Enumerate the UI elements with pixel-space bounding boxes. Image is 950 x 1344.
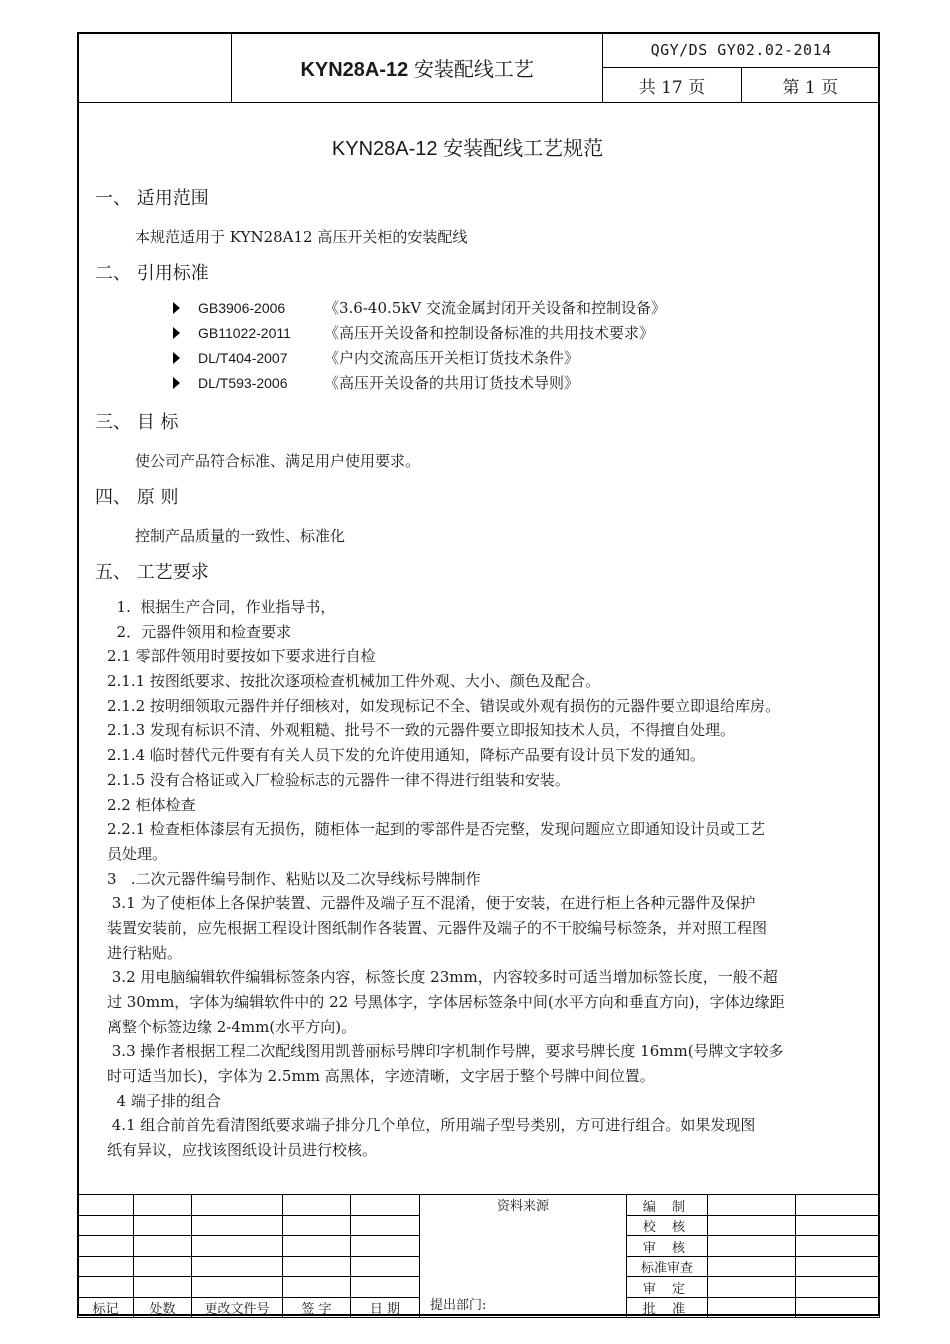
document-title: KYN28A-12 安装配线工艺规范	[331, 138, 604, 160]
footer-cell	[708, 1297, 796, 1318]
reference-name: 《高压开关设备的共用订货技术导则》	[324, 374, 580, 392]
footer-cell	[78, 1195, 134, 1216]
footer-cell	[796, 1215, 880, 1236]
body-line: 装置安装前，应先根据工程设计图纸制作各装置、元器件及端子的不干胶编号标签条，并对照工程图	[107, 918, 768, 937]
footer-cell	[796, 1297, 880, 1318]
approval-label: 审 定	[627, 1277, 708, 1298]
body-line: 2.1.1 按图纸要求、按批次逐项检查机械加工件外观、大小、颜色及配合。	[107, 672, 600, 691]
footer-cell	[192, 1256, 283, 1277]
section-text-principle: 控制产品质量的一致性、标准化	[135, 527, 346, 545]
footer-col-label: 签 字	[283, 1297, 351, 1318]
bullet-arrow-icon	[173, 377, 180, 389]
footer-cell	[134, 1215, 192, 1236]
approval-label: 校 核	[627, 1215, 708, 1236]
body-line: 离整个标签边缘 2-4mm(水平方向)。	[107, 1017, 357, 1036]
footer-col-label: 更改文件号	[192, 1297, 283, 1318]
reference-item	[173, 321, 666, 346]
footer-cell	[708, 1256, 796, 1277]
footer-cell	[78, 1256, 134, 1277]
footer-table	[77, 1194, 880, 1318]
current-page: 第 1 页	[741, 68, 879, 103]
header-logo-cell	[78, 33, 232, 103]
body-line: 2.2.1 检查柜体漆层有无损伤，随柜体一起到的零部件是否完整，发现问题应立即通知设计员或工艺	[107, 820, 765, 839]
body-line: 4 端子排的组合	[107, 1091, 221, 1110]
body-line: 2.2 柜体检查	[107, 795, 196, 814]
bullet-arrow-icon	[173, 352, 180, 364]
footer-cell	[283, 1215, 351, 1236]
footer-col-label: 日 期	[351, 1297, 420, 1318]
body-line: 2．元器件领用和检查要求	[107, 622, 292, 641]
body-line: 2.1 零部件领用时要按如下要求进行自检	[107, 647, 376, 666]
footer-cell	[192, 1277, 283, 1298]
proposer-label: 提出部门:	[430, 1298, 487, 1313]
reference-name: 《户内交流高压开关柜订货技术条件》	[324, 349, 580, 367]
header-title-text: 安装配线工艺	[408, 59, 534, 81]
bullet-arrow-icon	[173, 302, 180, 314]
footer-cell	[351, 1236, 420, 1257]
body-line: 3.3 操作者根据工程二次配线图用凯普丽标号牌印字机制作号牌，要求号牌长度 16mm(号牌文字较多	[107, 1042, 784, 1061]
body-line: 过 30mm，字体为编辑软件中的 22 号黑体字，字体居标签条中间(水平方向和垂直方向)，字体边缘距	[107, 993, 785, 1011]
section-heading-principle: 四、 原 则	[95, 487, 179, 508]
footer-cell	[78, 1277, 134, 1298]
body-line: 2.1.4 临时替代元件要有有关人员下发的允许使用通知，降标产品要有设计员下发的通知。	[107, 746, 705, 765]
reference-code: GB11022-2011	[198, 325, 291, 341]
reference-code: DL/T593-2006	[198, 375, 288, 391]
approval-label: 审 核	[627, 1236, 708, 1257]
section-text-goal: 使公司产品符合标准、满足用户使用要求。	[135, 452, 421, 470]
reference-name: 《3.6-40.5kV 交流金属封闭开关设备和控制设备》	[324, 299, 667, 317]
header-title-model: KYN28A-12	[300, 59, 409, 81]
section-heading-scope: 一、 适用范围	[95, 188, 209, 209]
footer-cell	[796, 1256, 880, 1277]
footer-cell	[283, 1277, 351, 1298]
reference-item	[173, 346, 666, 371]
reference-code: DL/T404-2007	[198, 350, 288, 366]
footer-cell	[351, 1256, 420, 1277]
footer-cell	[708, 1277, 796, 1298]
footer-col-label: 标记	[78, 1297, 134, 1318]
bullet-arrow-icon	[173, 327, 180, 339]
footer-cell	[796, 1277, 880, 1298]
footer-cell	[351, 1215, 420, 1236]
approval-label: 编 制	[627, 1195, 708, 1216]
source-cell	[420, 1195, 627, 1318]
footer-cell	[134, 1236, 192, 1257]
footer-cell	[134, 1195, 192, 1216]
reference-name: 《高压开关设备和控制设备标准的共用技术要求》	[324, 324, 655, 342]
approval-label: 标准审查	[627, 1256, 708, 1277]
body-line: 进行粘贴。	[107, 943, 183, 962]
footer-cell	[283, 1256, 351, 1277]
footer-cell	[796, 1195, 880, 1216]
footer-cell	[192, 1236, 283, 1257]
footer-cell	[283, 1195, 351, 1216]
body-line: 员处理。	[107, 844, 168, 863]
footer-cell	[192, 1195, 283, 1216]
footer-cell	[283, 1236, 351, 1257]
body-line: 3.2 用电脑编辑软件编辑标签条内容，标签长度 23mm，内容较多时可适当增加标签长度，一般不超	[107, 968, 778, 987]
section-heading-goal: 三、 目 标	[95, 412, 179, 433]
header-table	[77, 32, 880, 103]
body-line: 1. 根据生产合同，作业指导书，	[107, 598, 336, 616]
footer-cell	[78, 1236, 134, 1257]
reference-code: GB3906-2006	[198, 300, 286, 316]
section-heading-references: 二、 引用标准	[95, 263, 209, 284]
section-heading-process: 五、 工艺要求	[95, 562, 209, 583]
header-title	[232, 33, 603, 103]
footer-cell	[78, 1215, 134, 1236]
doc-code: QGY/DS GY02.02-2014	[603, 33, 880, 68]
footer-cell	[796, 1236, 880, 1257]
footer-cell	[351, 1195, 420, 1216]
body-line: 3 .二次元器件编号制作、粘贴以及二次导线标号牌制作	[107, 869, 481, 888]
reference-list	[173, 296, 666, 396]
footer-cell	[351, 1277, 420, 1298]
footer-cell	[192, 1215, 283, 1236]
footer-cell	[708, 1236, 796, 1257]
body-line: 时可适当加长)，字体为 2.5mm 高黑体，字迹清晰，文字居于整个号牌中间位置。	[107, 1067, 655, 1086]
total-pages: 共 17 页	[603, 68, 741, 103]
section-text-scope: 本规范适用于 KYN28A12 高压开关柜的安装配线	[135, 228, 468, 246]
process-requirements	[107, 595, 840, 1163]
footer-cell	[708, 1215, 796, 1236]
footer-cell	[708, 1195, 796, 1216]
body-line: 2.1.2 按明细领取元器件并仔细核对，如发现标记不全、错误或外观有损伤的元器件要立即退给库房。	[107, 696, 780, 715]
reference-item	[173, 371, 666, 396]
footer-cell	[134, 1277, 192, 1298]
body-line: 纸有异议，应找该图纸设计员进行校核。	[107, 1141, 378, 1160]
body-line: 2.1.5 没有合格证或入厂检验标志的元器件一律不得进行组装和安装。	[107, 770, 570, 789]
body-line: 2.1.3 发现有标识不清、外观粗糙、批号不一致的元器件要立即报知技术人员，不得擅自处理。	[107, 721, 735, 740]
source-label: 资料来源	[496, 1199, 549, 1214]
footer-cell	[134, 1256, 192, 1277]
reference-item	[173, 296, 666, 321]
footer-col-label: 处数	[134, 1297, 192, 1318]
approval-label: 批 准	[627, 1297, 708, 1318]
body-line: 3.1 为了使柜体上各保护装置、元器件及端子互不混淆，便于安装，在进行柜上各种元器件及保护	[107, 894, 756, 913]
body-line: 4.1 组合前首先看清图纸要求端子排分几个单位，所用端子型号类别，方可进行组合。如果发现图	[107, 1116, 756, 1135]
